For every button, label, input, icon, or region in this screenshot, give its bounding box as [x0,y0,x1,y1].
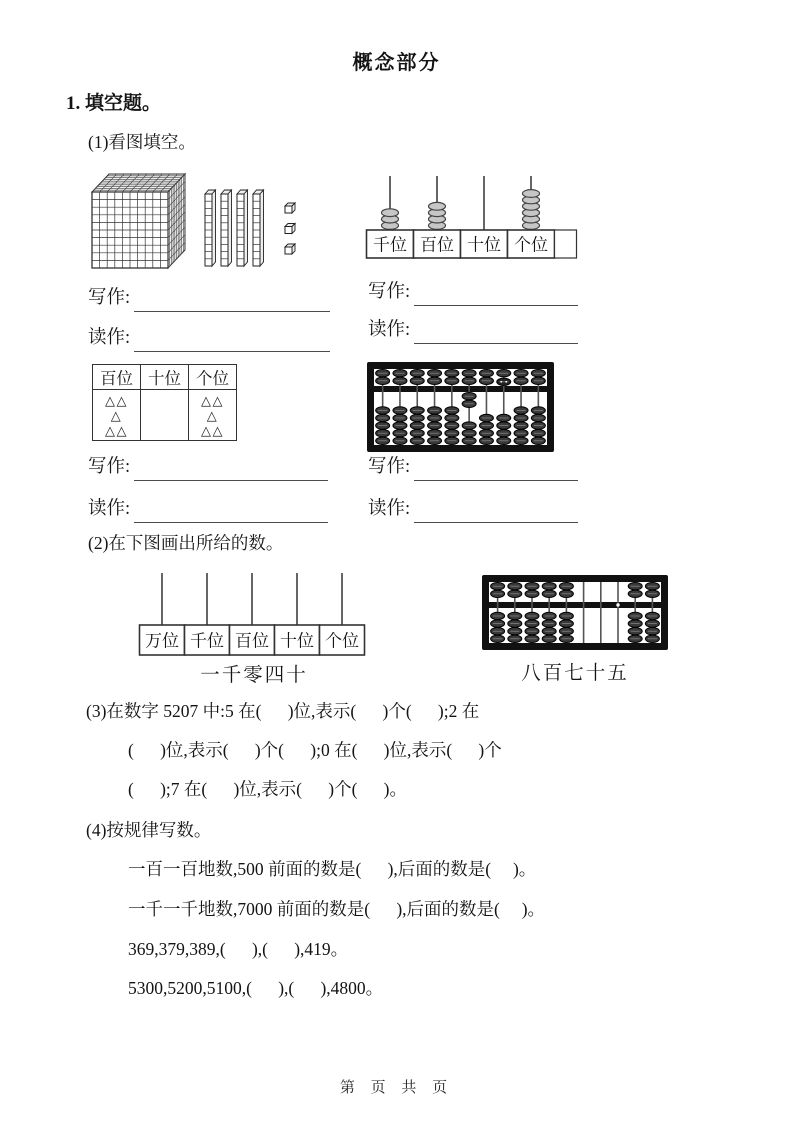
write-label: 写作: [88,288,131,308]
part4-line-3: 369,379,389,( ),( ),419。 [128,939,349,959]
read-blank [414,518,578,523]
part4-line-2: 一千一千地数,7000 前面的数是( ),后面的数是( )。 [128,899,546,919]
read-label: 读作: [88,499,131,519]
place-chart-figure [138,573,368,657]
part1-label: (1)看图填空。 [88,132,196,152]
write-row-2 [368,277,578,303]
read-row-4 [368,494,578,520]
write-blank [134,307,330,312]
write-label: 写作: [368,457,411,477]
part4-label: (4)按规律写数。 [86,820,212,840]
svg-text:百位: 百位 [235,631,269,651]
page-footer: 第 页 共 页 [339,1080,454,1096]
svg-text:十位: 十位 [280,631,314,651]
write-label: 写作: [368,282,411,302]
abacus-2-caption: 八百七十五 [521,663,629,684]
triangle-table: 百位 十位 个位 △△ △ △△ △△ △ △△ [92,364,237,441]
write-blank [414,301,578,306]
rod-chart-figure [365,176,580,262]
svg-text:百位: 百位 [420,235,454,255]
q1-heading: 1. 填空题。 [66,93,162,114]
part3-line-2: ( )位,表示( )个( );0 在( )位,表示( )个 [128,740,502,760]
part3-line-1: (3)在数字 5207 中:5 在( )位,表示( )个( );2 在 [86,701,480,721]
part2-label: (2)在下图画出所给的数。 [88,533,284,553]
read-row-2 [368,315,578,341]
write-blank [414,476,578,481]
read-label: 读作: [368,499,411,519]
svg-text:个位: 个位 [514,235,548,255]
write-row-4 [368,452,578,478]
write-row-3 [88,452,328,478]
page-title: 概念部分 [352,52,441,74]
write-label: 写作: [88,457,131,477]
part3-line-3: ( );7 在( )位,表示( )个( )。 [128,779,407,799]
abacus-2 [482,575,668,650]
read-blank [134,518,328,523]
base-ten-blocks-figure [88,170,308,276]
write-row-1 [88,283,330,309]
abacus-1 [367,362,554,452]
svg-text:千位: 千位 [190,631,224,651]
svg-text:千位: 千位 [373,235,407,255]
read-label: 读作: [88,328,131,348]
svg-text:个位: 个位 [325,631,359,651]
read-blank [134,347,330,352]
read-row-1 [88,323,330,349]
svg-text:万位: 万位 [145,631,179,651]
read-label: 读作: [368,320,411,340]
read-row-3 [88,494,328,520]
place-chart-caption: 一千零四十 [200,665,308,686]
read-blank [414,339,578,344]
write-blank [134,476,328,481]
part4-line-1: 一百一百地数,500 前面的数是( ),后面的数是( )。 [128,859,537,879]
part4-line-4: 5300,5200,5100,( ),( ),4800。 [128,978,384,998]
svg-text:十位: 十位 [467,235,501,255]
